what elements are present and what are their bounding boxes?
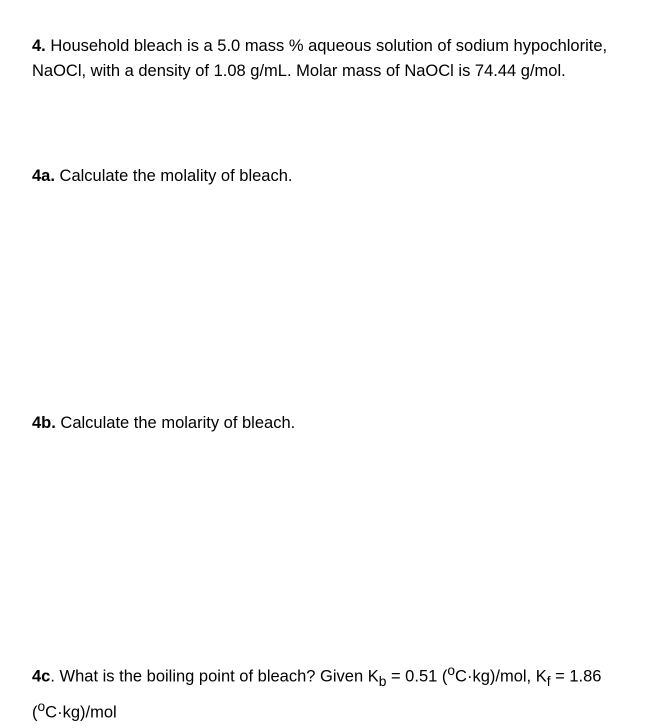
question-text: C·kg)/mol <box>45 703 117 722</box>
question-text: Calculate the molarity of bleach. <box>55 414 296 432</box>
question-number: 4c <box>32 667 51 686</box>
question-number: 4b. <box>32 414 56 432</box>
question-4c-line-1 <box>32 658 632 694</box>
question-4-line-1 <box>32 34 632 59</box>
degree-superscript: o <box>447 663 456 678</box>
question-4b-line <box>32 411 632 436</box>
kf-subscript: f <box>546 673 551 689</box>
question-4a <box>32 164 632 189</box>
question-4b <box>32 411 632 436</box>
question-text: Calculate the molality of bleach. <box>54 167 293 185</box>
question-text: C·kg)/mol, K <box>455 667 547 686</box>
question-text: Household bleach is a 5.0 mass % aqueous solution of sodium hypochlorite, <box>45 37 608 55</box>
question-4c-line-2 <box>32 694 632 726</box>
question-4 <box>32 34 632 84</box>
kb-subscript: b <box>378 673 387 689</box>
question-4c <box>32 658 632 725</box>
degree-superscript: o <box>37 698 46 714</box>
question-text: ( <box>32 703 38 722</box>
question-text: = 1.86 <box>550 667 602 686</box>
question-number: 4a. <box>32 167 55 185</box>
question-4a-line <box>32 164 632 189</box>
question-4-line-2: NaOCl, with a density of 1.08 g/mL. Molar mass of NaOCl is 74.44 g/mol. <box>32 62 566 80</box>
question-text: . What is the boiling point of bleach? Given K <box>50 667 379 686</box>
question-number: 4. <box>32 37 46 55</box>
question-text: = 0.51 ( <box>386 667 448 686</box>
